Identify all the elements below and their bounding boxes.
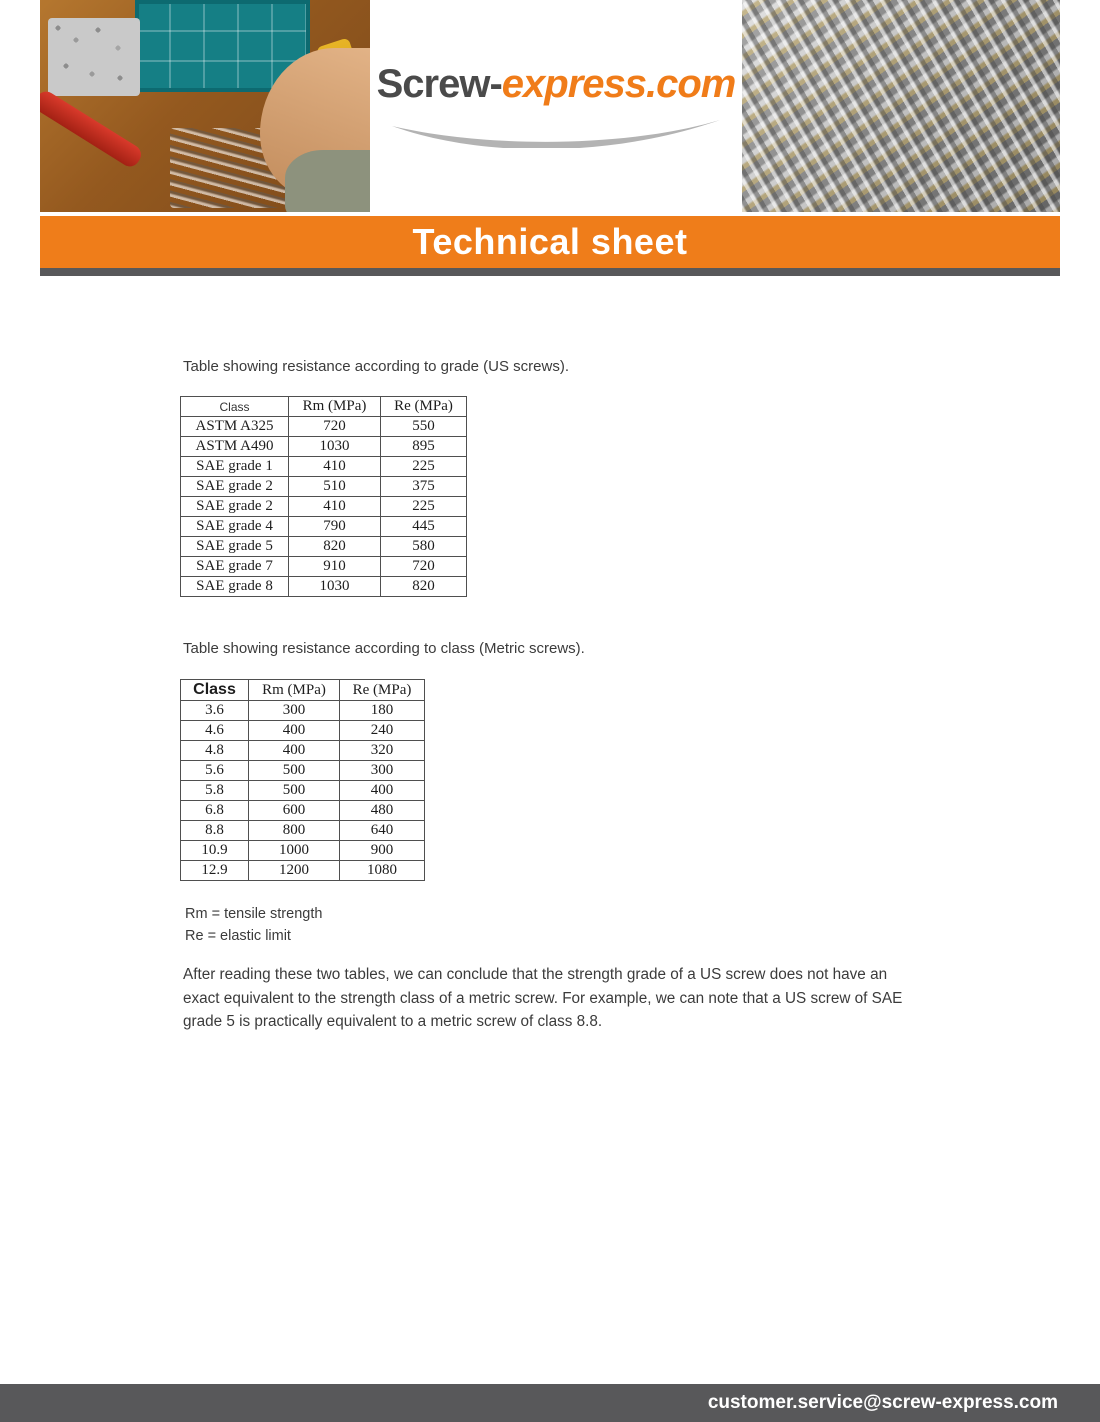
table-row [181, 841, 425, 861]
table-cell: 4.6 [181, 721, 249, 741]
table-cell: 225 [381, 457, 467, 477]
screws-photo [742, 0, 1060, 212]
table-cell: 400 [249, 721, 340, 741]
metric-resistance-table [180, 679, 425, 881]
table-row [181, 537, 467, 557]
parts-tray-graphic [48, 18, 140, 96]
table-row [181, 701, 425, 721]
column-header: Class [181, 397, 289, 417]
table-cell: 4.8 [181, 741, 249, 761]
table-cell: 510 [289, 477, 381, 497]
table-cell: 5.6 [181, 761, 249, 781]
table-row [181, 761, 425, 781]
table-cell: 410 [289, 457, 381, 477]
us-table-intro: Table showing resistance according to grade (US screws). [183, 358, 570, 375]
table-cell: 6.8 [181, 801, 249, 821]
table-cell: 410 [289, 497, 381, 517]
table-cell: 580 [381, 537, 467, 557]
table-cell: 1030 [289, 437, 381, 457]
title-banner [40, 216, 1060, 268]
note-re: Re = elastic limit [185, 928, 291, 944]
table-cell: 320 [340, 741, 425, 761]
table-row [181, 861, 425, 881]
header [40, 0, 1060, 276]
metric-table-intro: Table showing resistance according to class (Metric screws). [183, 640, 585, 657]
table-row [181, 517, 467, 537]
table-cell: 1000 [249, 841, 340, 861]
logo-area [370, 0, 742, 212]
table-cell: ASTM A325 [181, 417, 289, 437]
table-row [181, 437, 467, 457]
table-cell: 1030 [289, 577, 381, 597]
table-cell: 12.9 [181, 861, 249, 881]
table-row [181, 801, 425, 821]
sleeve-graphic [285, 150, 370, 212]
table-row [181, 557, 467, 577]
table-row [181, 417, 467, 437]
table-cell: SAE grade 4 [181, 517, 289, 537]
table-cell: 300 [249, 701, 340, 721]
workbench-photo [40, 0, 370, 212]
table-row [181, 577, 467, 597]
table-cell: 500 [249, 781, 340, 801]
table-cell: 5.8 [181, 781, 249, 801]
note-rm: Rm = tensile strength [185, 906, 323, 922]
table-cell: 500 [249, 761, 340, 781]
table-cell: 895 [381, 437, 467, 457]
conclusion-paragraph: After reading these two tables, we can conclude that the strength grade of a US screw does not have an exact equivalent to the strength class of a metric screw. For example, we can note that a US screw of SAE grade 5 is practically equivalent to a metric screw of class 8.8. [183, 966, 903, 1031]
table-cell: 225 [381, 497, 467, 517]
table-cell: 375 [381, 477, 467, 497]
logo-text-screw: Screw- [376, 62, 502, 106]
brand-logo [377, 64, 736, 104]
table-cell: 240 [340, 721, 425, 741]
table-cell: SAE grade 7 [181, 557, 289, 577]
table-cell: 720 [289, 417, 381, 437]
column-header: Re (MPa) [381, 397, 467, 417]
table-row [181, 781, 425, 801]
page-title: Technical sheet [412, 221, 688, 262]
table-cell: 400 [340, 781, 425, 801]
table-cell: 480 [340, 801, 425, 821]
table-row [181, 457, 467, 477]
table-row [181, 741, 425, 761]
table-cell: 1200 [249, 861, 340, 881]
table-cell: SAE grade 8 [181, 577, 289, 597]
column-header: Rm (MPa) [289, 397, 381, 417]
logo-text-express: express.com [501, 62, 736, 106]
column-header: Rm (MPa) [249, 680, 340, 701]
table-cell: 820 [381, 577, 467, 597]
table-cell: 900 [340, 841, 425, 861]
table-cell: 3.6 [181, 701, 249, 721]
table-row [181, 721, 425, 741]
header-photo-row [40, 0, 1060, 212]
table-cell: 10.9 [181, 841, 249, 861]
table-cell: 600 [249, 801, 340, 821]
table-row [181, 821, 425, 841]
column-header: Class [181, 680, 249, 701]
table-cell: SAE grade 5 [181, 537, 289, 557]
table-cell: 640 [340, 821, 425, 841]
screwdriver-graphic [40, 88, 145, 170]
table-row [181, 477, 467, 497]
table-cell: 550 [381, 417, 467, 437]
table-cell: ASTM A490 [181, 437, 289, 457]
table-cell: 445 [381, 517, 467, 537]
us-resistance-table [180, 396, 467, 597]
table-cell: 800 [249, 821, 340, 841]
table-cell: 400 [249, 741, 340, 761]
table-cell: SAE grade 1 [181, 457, 289, 477]
footer-bar [0, 1384, 1100, 1422]
table-cell: SAE grade 2 [181, 497, 289, 517]
table-cell: 300 [340, 761, 425, 781]
table-row [181, 497, 467, 517]
table-header-row [181, 397, 467, 417]
table-cell: 720 [381, 557, 467, 577]
footer-email: customer.service@screw-express.com [707, 1392, 1058, 1413]
column-header: Re (MPa) [340, 680, 425, 701]
table-cell: 180 [340, 701, 425, 721]
table-cell: 910 [289, 557, 381, 577]
banner-underbar [40, 268, 1060, 276]
logo-swoosh-graphic [386, 114, 726, 148]
table-header-row [181, 680, 425, 701]
table-cell: SAE grade 2 [181, 477, 289, 497]
table-cell: 8.8 [181, 821, 249, 841]
table-cell: 790 [289, 517, 381, 537]
table-cell: 820 [289, 537, 381, 557]
table-cell: 1080 [340, 861, 425, 881]
